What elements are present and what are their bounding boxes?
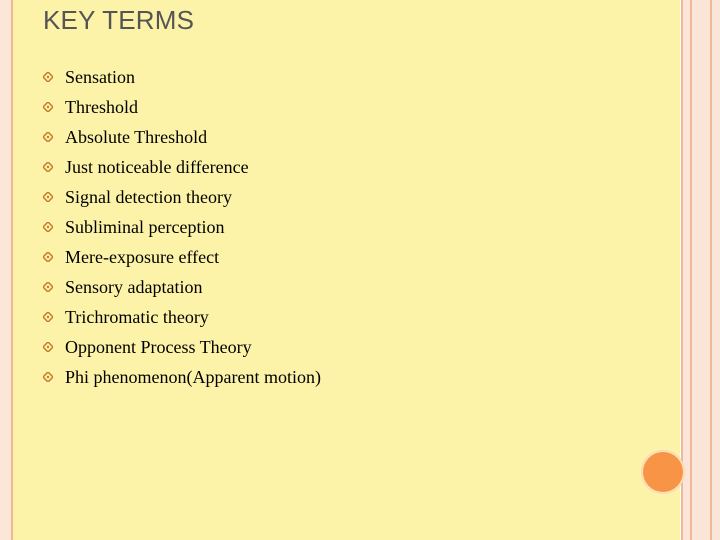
list-item bbox=[43, 362, 663, 392]
diamond-bullet-icon bbox=[43, 162, 53, 172]
border-line bbox=[11, 0, 13, 540]
border-line bbox=[690, 0, 692, 540]
list-item bbox=[43, 272, 663, 302]
term-label: Just noticeable difference bbox=[65, 157, 249, 177]
term-label: Trichromatic theory bbox=[65, 307, 209, 327]
term-list bbox=[43, 62, 663, 392]
term-label: Opponent Process Theory bbox=[65, 337, 252, 357]
list-item bbox=[43, 242, 663, 272]
slide-title: KEY TERMS bbox=[43, 5, 195, 35]
list-item bbox=[43, 302, 663, 332]
diamond-bullet-icon bbox=[43, 252, 53, 262]
term-label: Mere-exposure effect bbox=[65, 247, 220, 267]
list-item bbox=[43, 332, 663, 362]
diamond-bullet-icon bbox=[43, 102, 53, 112]
term-label: Subliminal perception bbox=[65, 217, 225, 237]
list-item bbox=[43, 152, 663, 182]
term-label: Absolute Threshold bbox=[65, 127, 208, 147]
left-border-strip bbox=[0, 0, 11, 540]
diamond-bullet-icon bbox=[43, 192, 53, 202]
term-label: Sensation bbox=[65, 67, 135, 87]
term-label: Signal detection theory bbox=[65, 187, 232, 207]
list-item bbox=[43, 182, 663, 212]
orange-circle-icon bbox=[641, 450, 685, 494]
diamond-bullet-icon bbox=[43, 132, 53, 142]
term-label: Phi phenomenon(Apparent motion) bbox=[65, 367, 321, 387]
diamond-bullet-icon bbox=[43, 312, 53, 322]
term-label: Sensory adaptation bbox=[65, 277, 203, 297]
list-item bbox=[43, 92, 663, 122]
diamond-bullet-icon bbox=[43, 72, 53, 82]
diamond-bullet-icon bbox=[43, 342, 53, 352]
border-line bbox=[710, 0, 712, 540]
list-item bbox=[43, 62, 663, 92]
list-item bbox=[43, 212, 663, 242]
right-border-strip bbox=[683, 0, 720, 540]
term-label: Threshold bbox=[65, 97, 138, 117]
list-item bbox=[43, 122, 663, 152]
diamond-bullet-icon bbox=[43, 282, 53, 292]
diamond-bullet-icon bbox=[43, 222, 53, 232]
diamond-bullet-icon bbox=[43, 372, 53, 382]
